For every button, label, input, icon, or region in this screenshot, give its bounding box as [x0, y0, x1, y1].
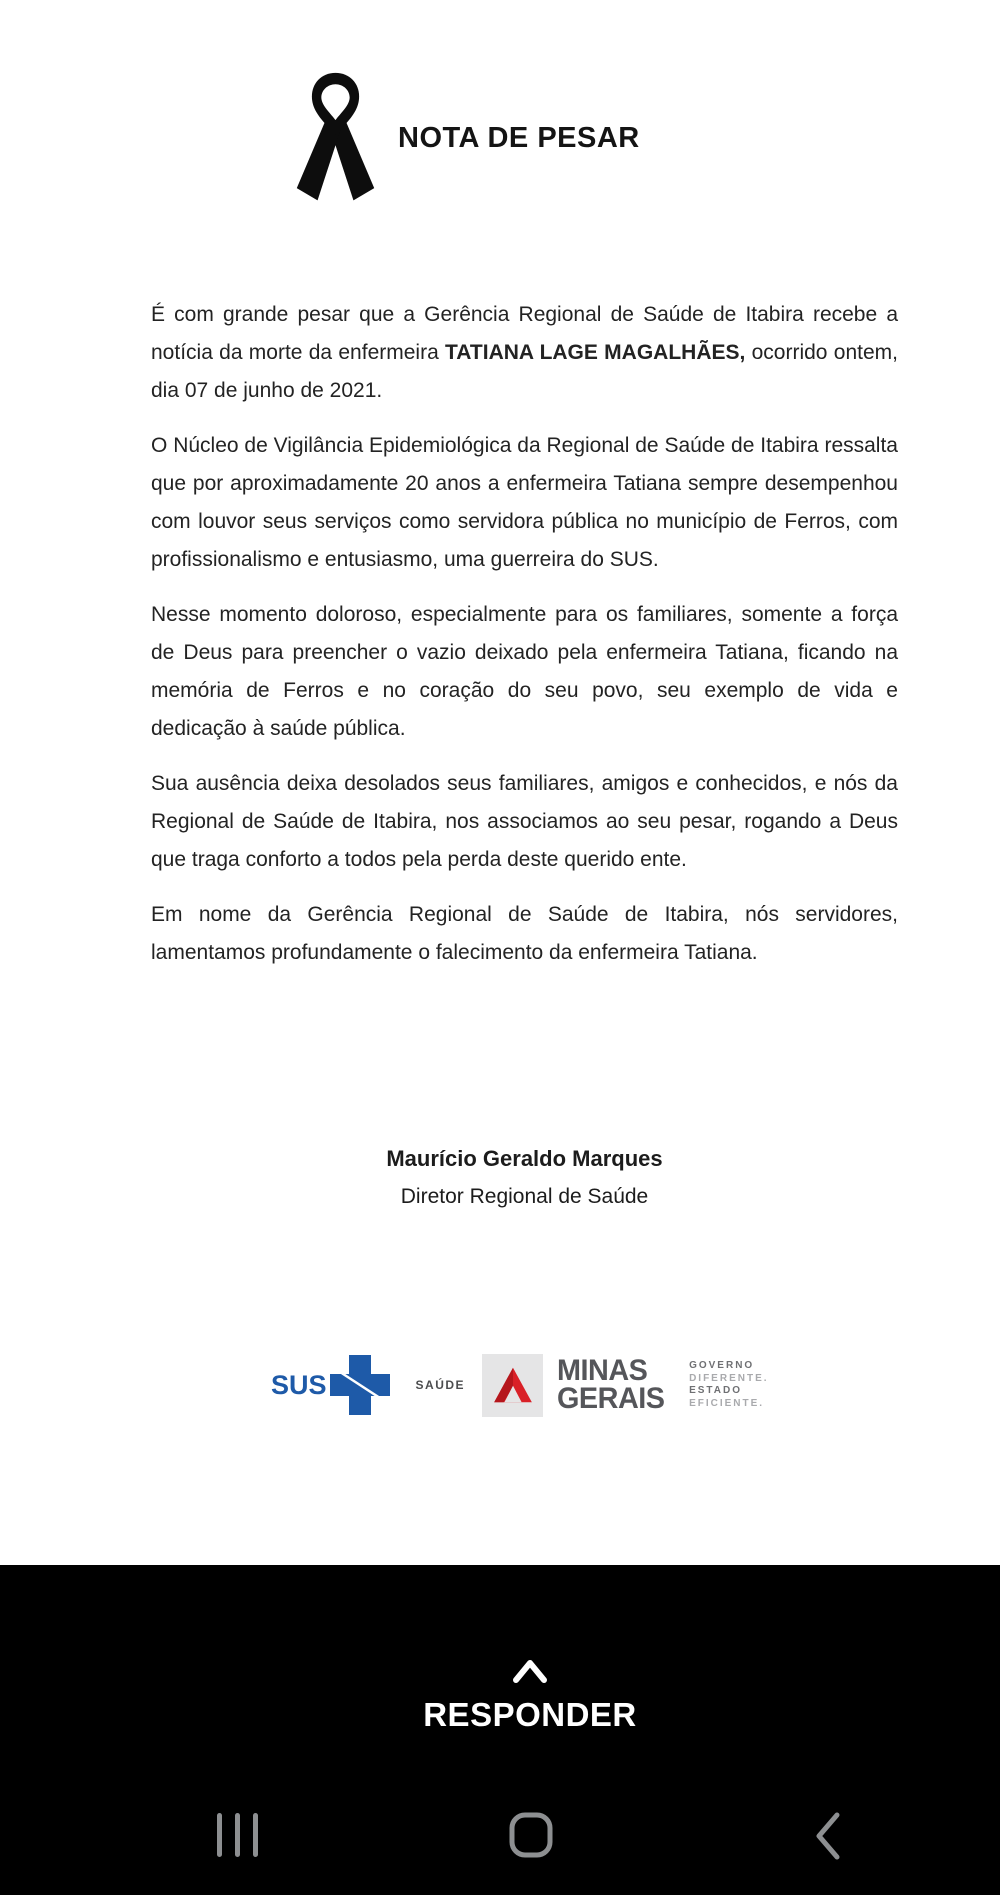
minas-gerais-line2: GERAIS: [557, 1382, 665, 1415]
minas-triangle-icon: [489, 1363, 537, 1407]
saude-label: SAÚDE: [415, 1378, 466, 1392]
story-reply-panel: [0, 1565, 1000, 1895]
slogan-line: ESTADO: [689, 1385, 743, 1396]
signature-name: Maurício Geraldo Marques: [386, 1146, 663, 1171]
paragraph-4: Sua ausência deixa desolados seus familiares, amigos e conhecidos, e nós da Regional de Saúde de Itabira, nos associamos ao seu pesar, rogando a Deus que traga conforto a todos pela perda deste querido ente.: [151, 772, 898, 871]
back-button[interactable]: [812, 1811, 842, 1861]
document-title: NOTA DE PESAR: [398, 122, 640, 154]
chevron-up-icon[interactable]: [512, 1657, 548, 1685]
slogan-line: EFICIENTE.: [689, 1397, 765, 1409]
slogan-line: DIFERENTE.: [689, 1372, 769, 1384]
minas-gerais-emblem: [482, 1354, 543, 1417]
minas-gerais-line1: MINAS: [557, 1354, 648, 1387]
responder-button[interactable]: RESPONDER: [423, 1696, 637, 1733]
slogan-line: GOVERNO: [689, 1360, 755, 1371]
paragraph-2: O Núcleo de Vigilância Epidemiológica da Regional de Saúde de Itabira ressalta que por aproximadamente 20 anos a enfermeira Tatiana sempre desempenhou com louvor seus serviços como servidora pública no município de Ferros, com profissionalismo e entusiasmo, uma guerreira do SUS.: [151, 434, 898, 571]
paragraph-5: Em nome da Gerência Regional de Saúde de Itabira, nós servidores, lamentamos profundamente o falecimento da enfermeira Tatiana.: [151, 903, 898, 964]
deceased-name: TATIANA LAGE MAGALHÃES,: [445, 341, 746, 364]
home-button[interactable]: [509, 1812, 553, 1858]
document-header: [293, 70, 640, 207]
paragraph-1: [151, 296, 898, 410]
footer-logos: [271, 1352, 769, 1418]
minas-gerais-wordmark: [557, 1354, 665, 1415]
paragraph-1-text-end: ocorrido ontem, dia 07 de junho de 2021.: [151, 341, 898, 402]
government-slogan: [689, 1360, 768, 1410]
recents-bar: [253, 1813, 258, 1857]
mourning-ribbon-icon: [293, 70, 378, 207]
sus-wordmark: SUS: [271, 1369, 327, 1400]
document-body: [151, 296, 898, 972]
recents-button[interactable]: [217, 1813, 258, 1857]
signature-role: Diretor Regional de Saúde: [400, 1185, 649, 1208]
paragraph-1-text: É com grande pesar que a Gerência Regional de Saúde de Itabira recebe a notícia da morte da enfermeira: [151, 303, 898, 364]
paragraph-3: Nesse momento doloroso, especialmente para os familiares, somente a força de Deus para preencher o vazio deixado pela enfermeira Tatiana, ficando na memória de Ferros e no coração do seu povo, seu exemplo de vida e dedicação à saúde pública.: [151, 603, 898, 740]
recents-bar: [235, 1813, 240, 1857]
signature-block: [151, 1146, 898, 1210]
sus-logo: [271, 1355, 390, 1415]
recents-bar: [217, 1813, 222, 1857]
sus-cross-icon: [330, 1355, 390, 1415]
